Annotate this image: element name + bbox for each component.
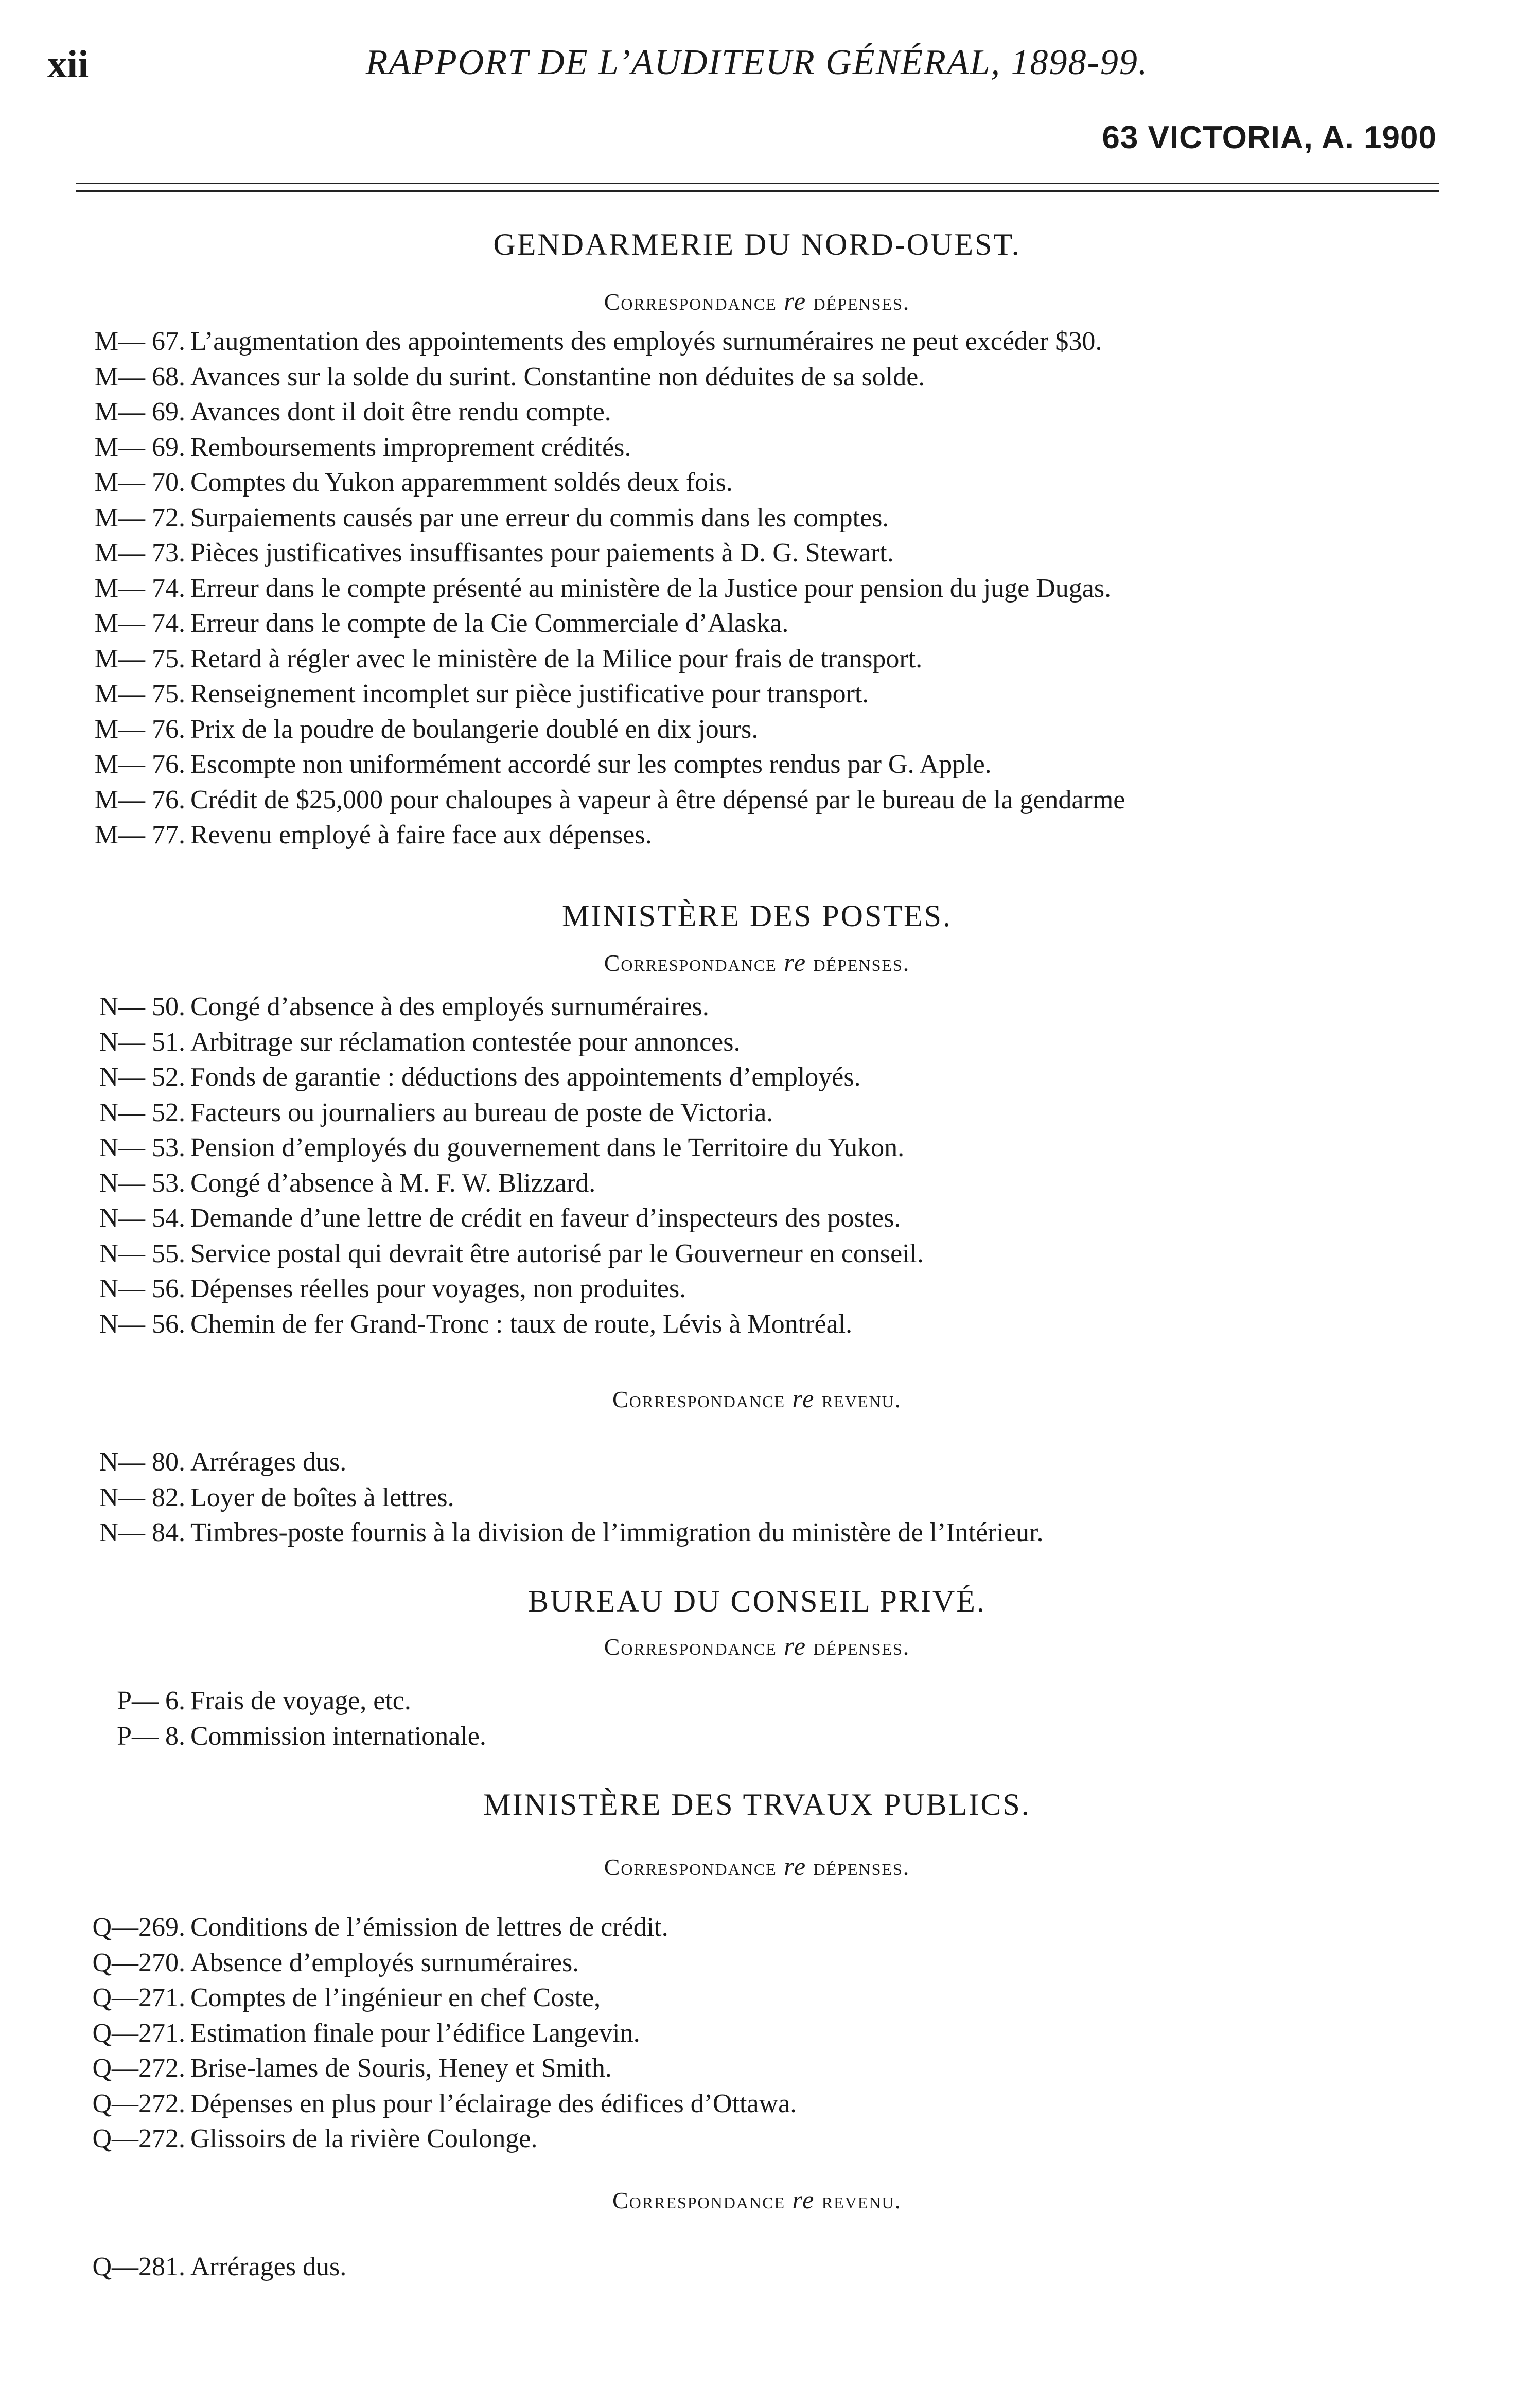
list-item bbox=[0, 2016, 1514, 2051]
subsection-title-re: re bbox=[784, 287, 807, 315]
list-item bbox=[0, 677, 1514, 712]
section-heading: MINISTÈRE DES TRVAUX PUBLICS. bbox=[483, 1787, 1031, 1821]
entry-list bbox=[0, 989, 1514, 1342]
entry-ref: M— 69. bbox=[94, 397, 185, 427]
entry-text: Renseignement incomplet sur pièce justificative pour transport. bbox=[190, 679, 869, 709]
page-number: xii bbox=[47, 43, 89, 86]
list-item bbox=[0, 536, 1514, 571]
entry-ref: N— 55. bbox=[99, 1238, 185, 1268]
subsection-title-left: Correspondance bbox=[604, 1854, 777, 1880]
entry-ref: M— 76. bbox=[94, 714, 185, 744]
list-item bbox=[0, 2086, 1514, 2122]
subsection-title bbox=[0, 2182, 1514, 2218]
entry-ref: Q—272. bbox=[92, 2053, 185, 2083]
entry-ref: M— 75. bbox=[94, 644, 185, 674]
subsection-title-right: dépenses. bbox=[813, 289, 910, 315]
subsection-title-re: re bbox=[784, 1632, 807, 1660]
entry-text: Timbres-poste fournis à la division de l’immigration du ministère de l’Intérieur. bbox=[190, 1518, 1044, 1547]
list-item bbox=[0, 1130, 1514, 1166]
entry-text: Dépenses en plus pour l’éclairage des édifices d’Ottawa. bbox=[190, 2088, 797, 2118]
list-item bbox=[0, 1236, 1514, 1272]
entry-text: Congé d’absence à des employés surnuméraires. bbox=[190, 992, 709, 1021]
entry-text: Estimation finale pour l’édifice Langevin. bbox=[190, 2018, 640, 2048]
entry-list bbox=[0, 2250, 1514, 2285]
section-postes bbox=[0, 895, 1514, 1551]
list-item bbox=[0, 818, 1514, 853]
entry-ref: M— 72. bbox=[94, 503, 185, 533]
entry-text: Comptes du Yukon apparemment soldés deux fois. bbox=[190, 468, 733, 497]
entry-list bbox=[0, 1684, 1514, 1754]
list-item bbox=[0, 395, 1514, 430]
entry-ref: M— 74. bbox=[94, 609, 185, 638]
subsection-title-left: Correspondance bbox=[604, 950, 777, 976]
entry-ref: Q—281. bbox=[92, 2252, 185, 2281]
entry-ref: M— 76. bbox=[94, 785, 185, 815]
entry-text: Loyer de boîtes à lettres. bbox=[190, 1482, 454, 1512]
entry-ref: N— 84. bbox=[99, 1518, 185, 1547]
list-item bbox=[0, 2121, 1514, 2157]
entry-text: Arbitrage sur réclamation contestée pour annonces. bbox=[190, 1027, 741, 1057]
list-item bbox=[0, 1719, 1514, 1755]
subsection-title-re: re bbox=[784, 948, 807, 977]
list-item bbox=[0, 1060, 1514, 1095]
entry-text: Avances dont il doit être rendu compte. bbox=[190, 397, 611, 427]
subsection-title-left: Correspondance bbox=[612, 2187, 785, 2214]
list-item bbox=[0, 1910, 1514, 1945]
entry-text: Chemin de fer Grand-Tronc : taux de route, Lévis à Montréal. bbox=[190, 1309, 853, 1339]
entry-ref: N— 52. bbox=[99, 1063, 185, 1092]
entry-ref: M— 69. bbox=[94, 432, 185, 462]
section-travaux-publics bbox=[0, 1784, 1514, 2285]
section-gendarmerie bbox=[0, 224, 1514, 853]
section-conseil-prive bbox=[0, 1581, 1514, 1754]
entry-text: Dépenses réelles pour voyages, non produites. bbox=[190, 1274, 686, 1303]
entry-list bbox=[0, 324, 1514, 853]
list-item bbox=[0, 989, 1514, 1025]
entry-ref: P— 8. bbox=[117, 1721, 185, 1751]
subsection-title-right: revenu. bbox=[821, 2187, 902, 2214]
entry-ref: M— 73. bbox=[94, 538, 185, 568]
entry-ref: N— 53. bbox=[99, 1168, 185, 1198]
entry-ref: M— 67. bbox=[94, 327, 185, 356]
entry-text: Arrérages dus. bbox=[190, 1447, 347, 1477]
entry-ref: P— 6. bbox=[117, 1686, 185, 1715]
entry-list bbox=[0, 1910, 1514, 2157]
entry-text: Escompte non uniformément accordé sur les comptes rendus par G. Apple. bbox=[190, 750, 992, 779]
entry-text: Pièces justificatives insuffisantes pour paiements à D. G. Stewart. bbox=[190, 538, 894, 568]
section-heading: BUREAU DU CONSEIL PRIVÉ. bbox=[528, 1584, 986, 1618]
subsection-title-left: Correspondance bbox=[604, 289, 777, 315]
subsection-title-re: re bbox=[784, 1852, 807, 1881]
entry-text: L’augmentation des appointements des employés surnuméraires ne peut excéder $30. bbox=[190, 327, 1102, 356]
entry-text: Frais de voyage, etc. bbox=[190, 1686, 411, 1715]
list-item bbox=[0, 360, 1514, 395]
entry-ref: N— 50. bbox=[99, 992, 185, 1021]
entry-ref: M— 75. bbox=[94, 679, 185, 709]
entry-ref: Q—271. bbox=[92, 1983, 185, 2012]
list-item bbox=[0, 712, 1514, 748]
list-item bbox=[0, 324, 1514, 360]
entry-ref: N— 51. bbox=[99, 1027, 185, 1057]
section-heading: GENDARMERIE DU NORD-OUEST. bbox=[493, 227, 1021, 261]
list-item bbox=[0, 2250, 1514, 2285]
entry-text: Remboursements improprement crédités. bbox=[190, 432, 631, 462]
list-item bbox=[0, 430, 1514, 466]
entry-text: Glissoirs de la rivière Coulonge. bbox=[190, 2124, 538, 2153]
entry-ref: N— 56. bbox=[99, 1309, 185, 1339]
list-item bbox=[0, 1684, 1514, 1719]
entry-ref: M— 74. bbox=[94, 573, 185, 603]
subsection-title-right: dépenses. bbox=[813, 1854, 910, 1880]
entry-text: Brise-lames de Souris, Heney et Smith. bbox=[190, 2053, 612, 2083]
list-item bbox=[0, 1166, 1514, 1201]
entry-text: Congé d’absence à M. F. W. Blizzard. bbox=[190, 1168, 596, 1198]
entry-text: Pension d’employés du gouvernement dans le Territoire du Yukon. bbox=[190, 1133, 905, 1162]
list-item bbox=[0, 783, 1514, 818]
entry-ref: N— 54. bbox=[99, 1203, 185, 1233]
entry-text: Revenu employé à faire face aux dépenses. bbox=[190, 820, 652, 849]
list-item bbox=[0, 1307, 1514, 1342]
entry-text: Arrérages dus. bbox=[190, 2252, 347, 2281]
list-item bbox=[0, 571, 1514, 607]
subsection-title-left: Correspondance bbox=[604, 1634, 777, 1660]
list-item bbox=[0, 1271, 1514, 1307]
list-item bbox=[0, 501, 1514, 536]
entry-ref: Q—272. bbox=[92, 2088, 185, 2118]
entry-text: Avances sur la solde du surint. Constantine non déduites de sa solde. bbox=[190, 362, 925, 392]
entry-text: Absence d’employés surnuméraires. bbox=[190, 1947, 579, 1977]
list-item bbox=[0, 1095, 1514, 1131]
subsection-title bbox=[0, 944, 1514, 980]
entry-text: Crédit de $25,000 pour chaloupes à vapeur à être dépensé par le bureau de la gendarme bbox=[190, 785, 1125, 815]
entry-ref: Q—270. bbox=[92, 1947, 185, 1977]
entry-text: Comptes de l’ingénieur en chef Coste, bbox=[190, 1983, 601, 2012]
list-item bbox=[0, 1980, 1514, 2016]
entry-ref: Q—272. bbox=[92, 2124, 185, 2153]
list-item bbox=[0, 1201, 1514, 1236]
subsection-title-re: re bbox=[792, 2185, 815, 2214]
list-item bbox=[0, 606, 1514, 642]
subsection-title-right: revenu. bbox=[821, 1386, 902, 1412]
list-item bbox=[0, 1025, 1514, 1060]
entry-text: Erreur dans le compte présenté au ministère de la Justice pour pension du juge Dugas. bbox=[190, 573, 1112, 603]
entry-text: Conditions de l’émission de lettres de crédit. bbox=[190, 1913, 668, 1942]
subsection-title-right: dépenses. bbox=[813, 950, 910, 976]
entry-ref: N— 53. bbox=[99, 1133, 185, 1162]
entry-ref: M— 77. bbox=[94, 820, 185, 849]
entry-ref: N— 80. bbox=[99, 1447, 185, 1477]
list-item bbox=[0, 642, 1514, 677]
entry-ref: M— 70. bbox=[94, 468, 185, 497]
entry-list bbox=[0, 1445, 1514, 1551]
entry-text: Facteurs ou journaliers au bureau de poste de Victoria. bbox=[190, 1097, 773, 1127]
entry-text: Fonds de garantie : déductions des appointements d’employés. bbox=[190, 1063, 861, 1092]
subsection-title bbox=[0, 283, 1514, 319]
list-item bbox=[0, 465, 1514, 501]
header-rule-top bbox=[76, 183, 1439, 184]
entry-ref: N— 52. bbox=[99, 1097, 185, 1127]
entry-text: Service postal qui devrait être autorisé par le Gouverneur en conseil. bbox=[190, 1238, 924, 1268]
entry-text: Prix de la poudre de boulangerie doublé en dix jours. bbox=[190, 714, 759, 744]
entry-ref: M— 76. bbox=[94, 750, 185, 779]
entry-ref: Q—269. bbox=[92, 1913, 185, 1942]
list-item bbox=[0, 2051, 1514, 2086]
entry-text: Surpaiements causés par une erreur du commis dans les comptes. bbox=[190, 503, 889, 533]
entry-text: Demande d’une lettre de crédit en faveur d’inspecteurs des postes. bbox=[190, 1203, 901, 1233]
entry-ref: N— 82. bbox=[99, 1482, 185, 1512]
list-item bbox=[0, 1445, 1514, 1480]
entry-text: Commission internationale. bbox=[190, 1721, 486, 1751]
list-item bbox=[0, 747, 1514, 783]
subsection-title bbox=[0, 1628, 1514, 1664]
entry-ref: M— 68. bbox=[94, 362, 185, 392]
session-label: 63 VICTORIA, A. 1900 bbox=[1102, 120, 1437, 155]
subsection-title bbox=[0, 1848, 1514, 1884]
entry-ref: N— 56. bbox=[99, 1274, 185, 1303]
subsection-title bbox=[0, 1380, 1514, 1417]
entry-text: Erreur dans le compte de la Cie Commerciale d’Alaska. bbox=[190, 609, 789, 638]
subsection-title-right: dépenses. bbox=[813, 1634, 910, 1660]
list-item bbox=[0, 1515, 1514, 1551]
section-heading: MINISTÈRE DES POSTES. bbox=[561, 899, 953, 933]
running-title: RAPPORT DE L’AUDITEUR GÉNÉRAL, 1898-99. bbox=[365, 43, 1149, 82]
list-item bbox=[0, 1945, 1514, 1981]
list-item bbox=[0, 1480, 1514, 1516]
subsection-title-re: re bbox=[792, 1384, 815, 1413]
entry-ref: Q—271. bbox=[92, 2018, 185, 2048]
subsection-title-left: Correspondance bbox=[612, 1386, 785, 1412]
header-rule-bottom bbox=[76, 190, 1439, 192]
entry-text: Retard à régler avec le ministère de la Milice pour frais de transport. bbox=[190, 644, 923, 674]
